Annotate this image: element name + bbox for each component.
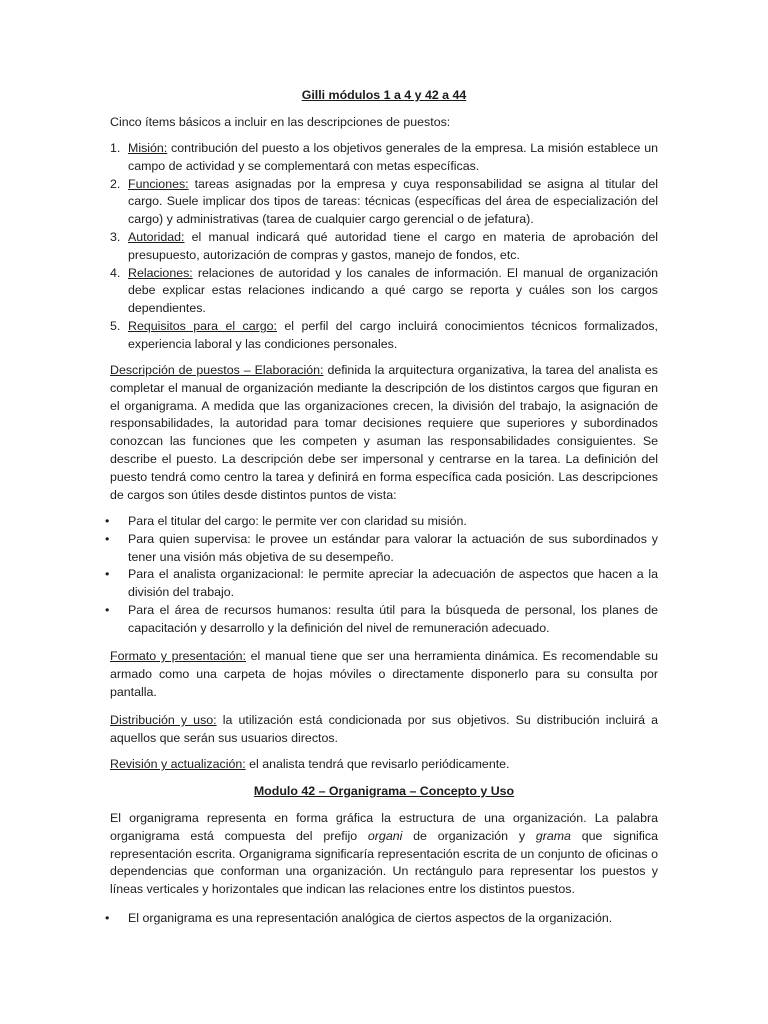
paragraph-text: el analista tendrá que revisarlo periódicamente. [245,757,510,771]
bullet-item [105,602,658,638]
bullet-icon: • [105,911,110,925]
bullet-icon: • [105,514,110,528]
item-text: relaciones de autoridad y los canales de información. El manual de organización debe explicar estas relaciones indicando a qué cargo se reporta y cuáles son los cargos dependientes. [128,265,658,316]
item-term: Relaciones: [128,265,193,280]
organigrama-paragraph [110,810,658,899]
item-text: contribución del puesto a los objetivos generales de la empresa. La misión establece un campo de actividad y se complementará con metas específicas. [128,141,658,173]
bullet-item [105,910,658,928]
paragraph-text: definida la arquitectura organizativa, la tarea del analista es completar el manual de organización mediante la descripción de los distintos cargos que figuran en el organigrama. A medida que las organizaciones crecen, la división del trabajo, la asignación de responsabilidades, la autoridad para tomar decisiones requiere que superiores y subordinados conozcan las funciones que les competen y asuman las responsabilidades consiguientes. Se describe el puesto. La descripción debe ser impersonal y centrarse en la tarea. La definición del puesto tendrá como centro la tarea y definirá en forma específica cada posición. Las descripciones de cargos son útiles desde distintos puntos de vista: [110,363,659,502]
page-title: Gilli módulos 1 a 4 y 42 a 44 [301,88,467,102]
bullet-item [105,531,658,567]
bullet-icon: • [105,602,110,617]
paragraph-term: Descripción de puestos – Elaboración: [110,363,324,377]
bullet-text: Para el titular del cargo: le permite ver con claridad su misión. [128,514,467,528]
bullet-text: Para el área de recursos humanos: resulta útil para la búsqueda de personal, los planes de capacitación y desarrollo y la definición del nivel de remuneración adecuado. [128,602,658,635]
item-term: Autoridad: [128,229,185,244]
bullet-text: Para quien supervisa: le provee un estándar para valorar la actuación de sus subordinados y tener una visión más objetiva de su desempeño. [128,531,658,564]
list-item [110,265,658,318]
section-title: Modulo 42 – Organigrama – Concepto y Uso [253,784,515,798]
descripcion-paragraph [110,362,658,504]
bullet-text: Para el analista organizacional: le permite apreciar la adecuación de aspectos que hacen a la división del trabajo. [128,567,658,600]
numbered-list [110,140,658,354]
bullet-item [105,566,658,602]
list-item [110,176,658,229]
distribucion-paragraph [110,712,658,748]
item-term: Requisitos para el cargo: [128,318,277,333]
formato-paragraph [110,648,658,701]
item-text: tareas asignadas por la empresa y cuya responsabilidad se asigna al titular del cargo. Suele implicar dos tipos de tareas: técnicas (específicas del área de especialización del cargo) y administrativas (tarea de cualquier cargo gerencial o de jefatura). [128,176,658,227]
bullet-list-uses [105,513,658,638]
italic-term: grama [535,828,571,843]
bullet-icon: • [105,531,110,546]
paragraph-text: El organigrama representa en forma gráfica la estructura de una organización. La palabra organigrama está compuesta del prefijo [110,811,658,843]
paragraph-text: el manual tiene que ser una herramienta dinámica. Es recomendable su armado como una carpeta de hojas móviles o directamente disponerlo para su consulta por pantalla. [110,649,659,699]
list-item [110,140,658,176]
list-number: 4. [110,265,121,280]
bullet-icon: • [105,567,110,582]
list-number: 1. [110,141,121,155]
bullet-list-organigrama [105,910,658,928]
list-item [110,229,658,265]
list-number: 5. [110,318,121,333]
item-term: Misión: [128,141,168,155]
paragraph-text: la utilización está condicionada por sus objetivos. Su distribución incluirá a aquellos que serán sus usuarios directos. [110,713,659,745]
italic-term: organi [367,828,403,843]
paragraph-term: Revisión y actualización: [110,757,246,771]
intro-text: Cinco ítems básicos a incluir en las descripciones de puestos: [110,115,451,129]
paragraph-text: de organización y [402,828,536,843]
paragraph-text: que significa representación escrita. Organigrama significaría representación escrita de un conjunto de oficinas o dependencias que conforman una organización. Un rectángulo para representar los puestos y líneas verticales y horizontales que indican las relaciones entre los distintos puestos. [110,828,659,897]
list-number: 3. [110,229,121,244]
item-text: el manual indicará qué autoridad tiene el cargo en materia de aprobación del presupuesto, autorización de compras y gastos, manejo de fondos, etc. [128,229,658,262]
list-number: 2. [110,176,121,191]
revision-paragraph [110,756,658,774]
paragraph-term: Distribución y uso: [110,713,217,727]
item-text: el perfil del cargo incluirá conocimientos técnicos formalizados, experiencia laboral y las condiciones personales. [128,318,658,351]
bullet-item [105,513,658,531]
item-term: Funciones: [128,176,189,191]
list-item [110,318,658,354]
paragraph-term: Formato y presentación: [110,649,247,663]
bullet-text: El organigrama es una representación analógica de ciertos aspectos de la organización. [128,911,613,925]
